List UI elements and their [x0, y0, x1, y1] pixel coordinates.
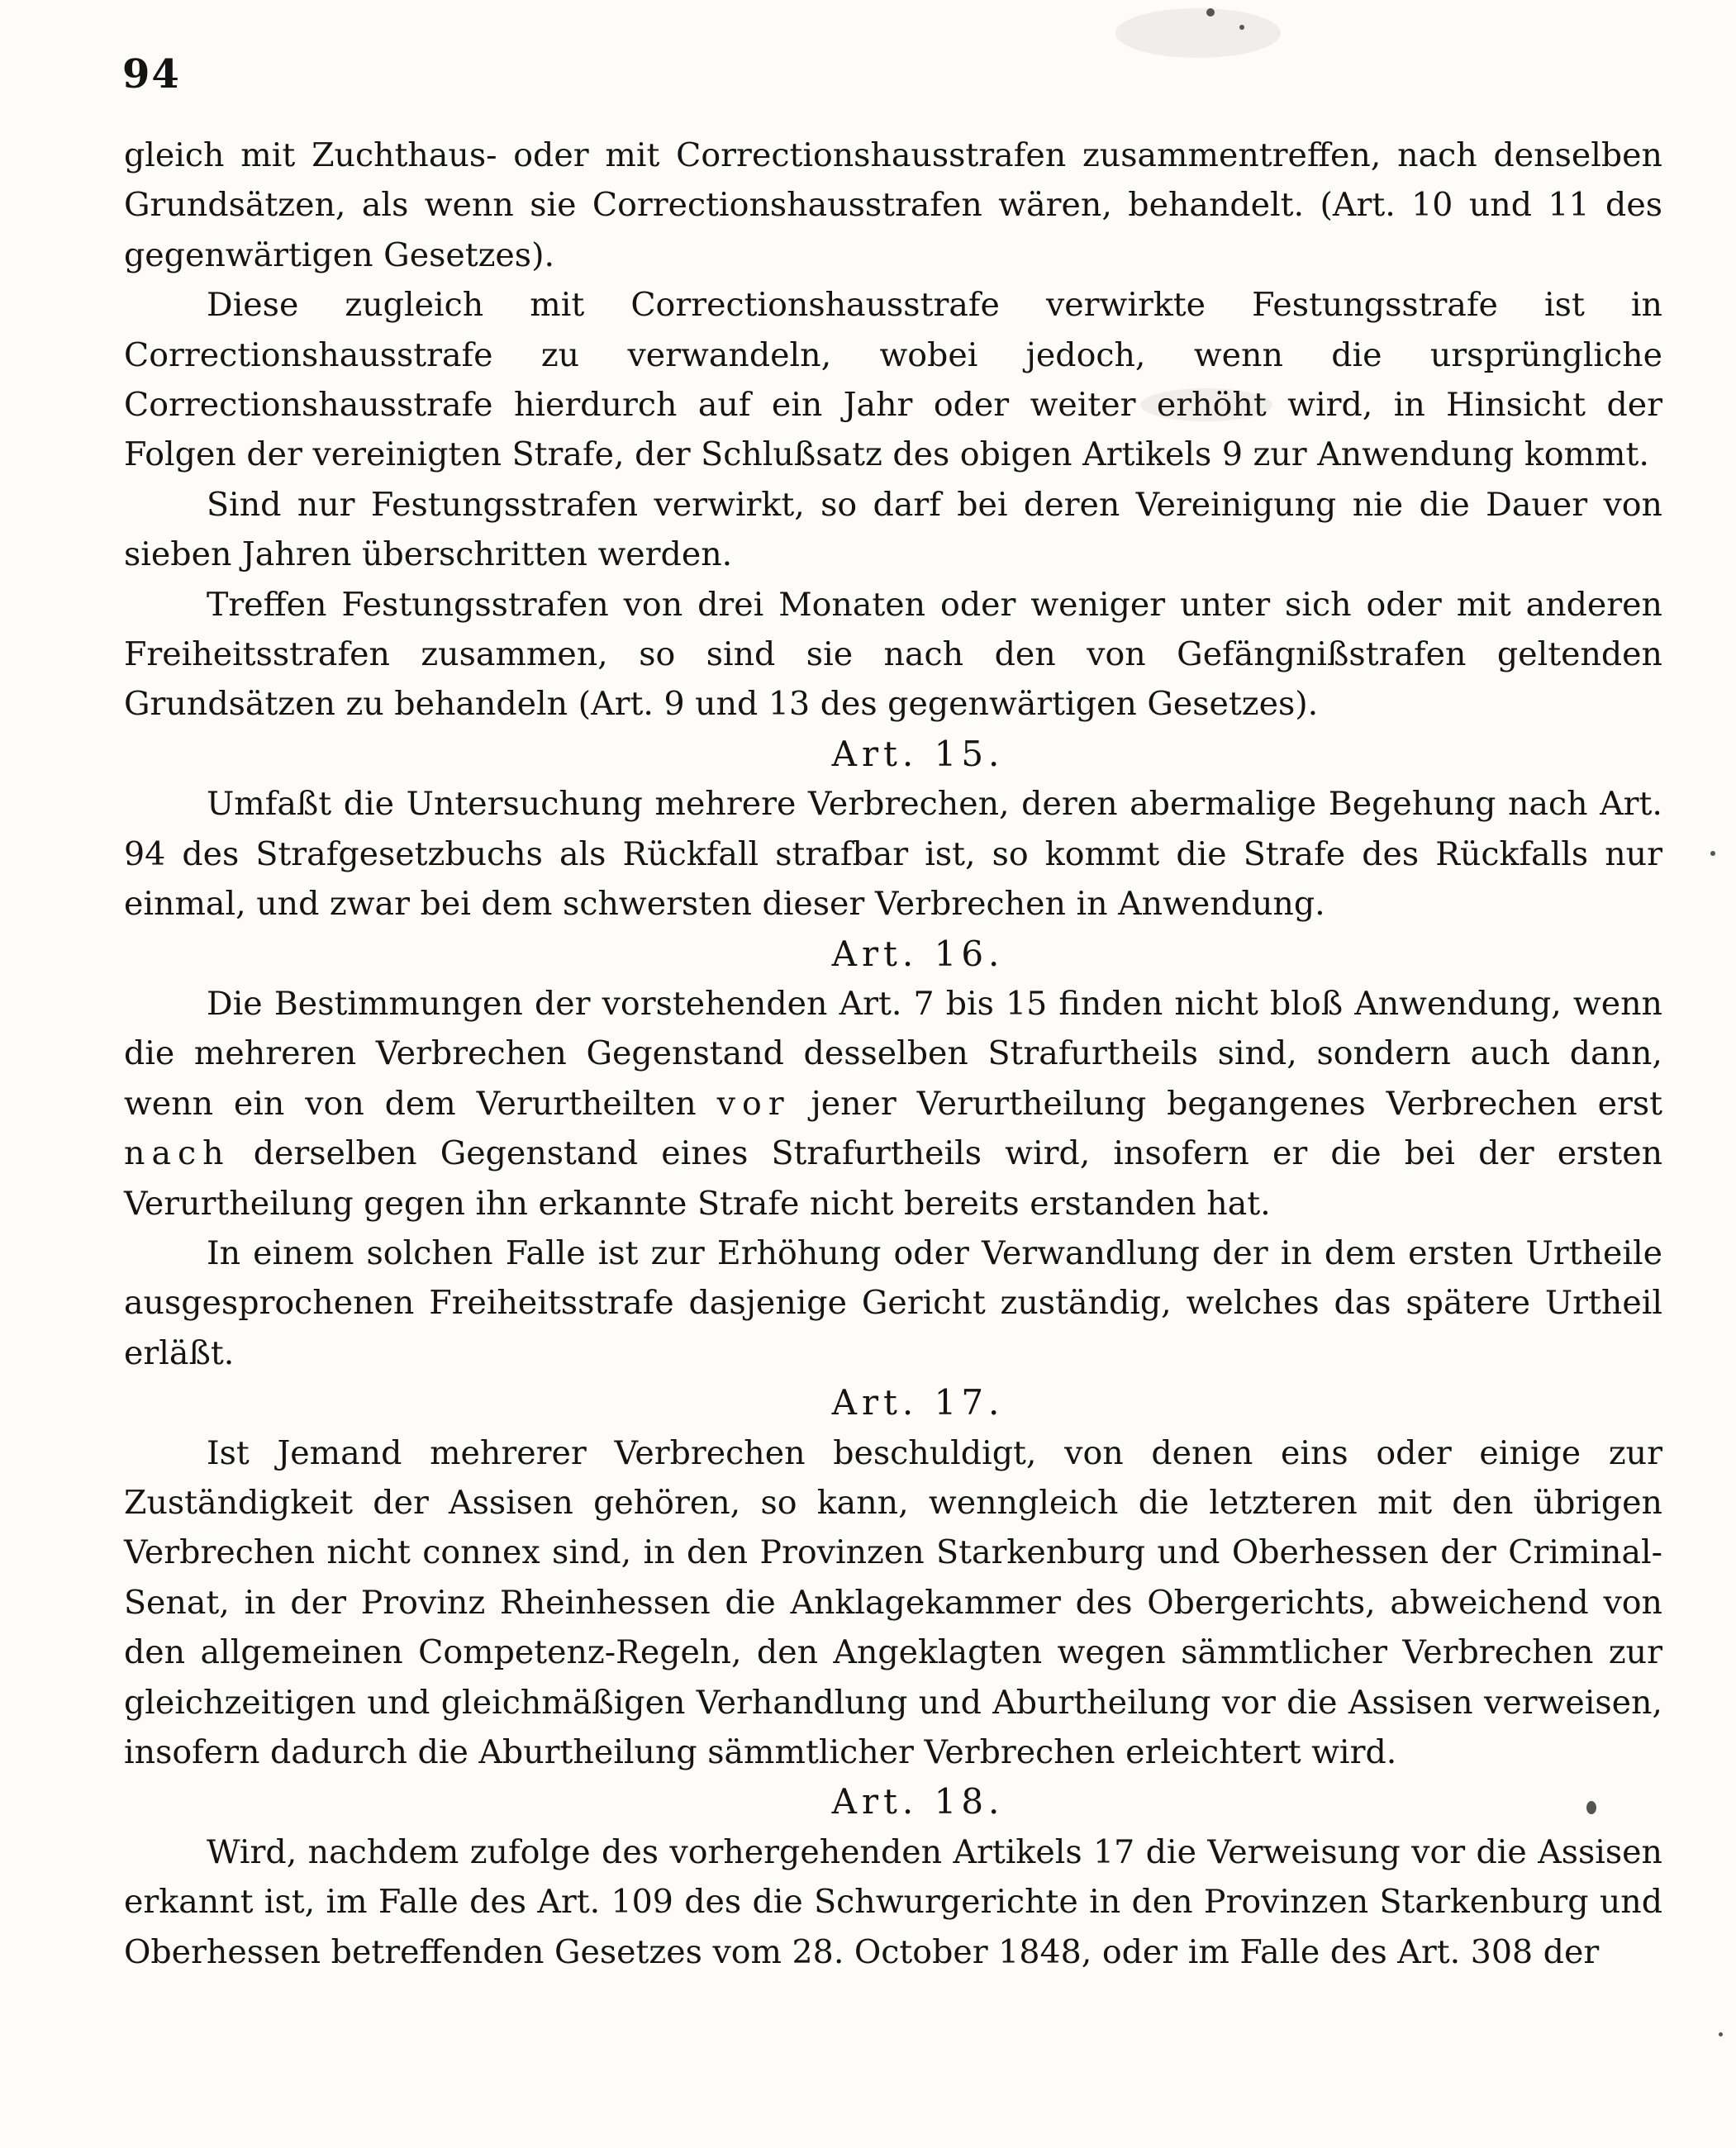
- paragraph: [124, 979, 1662, 1228]
- emphasized-word: vor: [716, 1084, 791, 1123]
- paragraph: Sind nur Festungsstrafen verwirkt, so darf bei deren Vereinigung nie die Dauer von sieben Jahren überschritten werden.: [124, 485, 1662, 574]
- paragraph: Umfaßt die Untersuchung mehrere Verbrechen, deren abermalige Begehung nach Art. 94 des Strafgesetzbuchs als Rückfall strafbar ist, so kommt die Strafe des Rückfalls nur einmal, und zwar bei dem schwersten dieser Verbrechen in Anwendung.: [124, 785, 1662, 924]
- ink-speck: [1719, 2032, 1723, 2036]
- ink-speck: [1239, 25, 1244, 30]
- ink-speck: [1710, 851, 1715, 856]
- paragraph-continued: gleich mit Zuchthaus- oder mit Correctionshausstrafen zusammentreffen, nach denselben Grundsätzen, als wenn sie Correctionshausstrafen wären, behandelt. (Art. 10 und 11 des gegenwärtigen Gesetzes).: [124, 136, 1662, 274]
- paragraph: Wird, nachdem zufolge des vorhergehenden Artikels 17 die Verweisung vor die Assisen erkannt ist, im Falle des Art. 109 des die Schwurgerichte in den Provinzen Starkenburg und Oberhessen betreffenden Gesetzes vom 28. October 1848, oder im Falle des Art. 308 der: [124, 1832, 1662, 1971]
- article-heading-15: Art. 15.: [831, 733, 1005, 774]
- article-heading-18: Art. 18.: [831, 1781, 1005, 1822]
- body-text: [124, 131, 1662, 1977]
- ink-speck: [1206, 8, 1215, 17]
- text-run: derselben Gegenstand eines Strafurtheils wird, insofern er die bei der ersten Verurtheilung gegen ihn erkannte Strafe nicht bereits erstanden hat.: [124, 1134, 1663, 1223]
- paragraph: Ist Jemand mehrerer Verbrechen beschuldigt, von denen eins oder einige zur Zuständigkeit der Assisen gehören, so kann, wenngleich die letzteren mit den übrigen Verbrechen nicht connex sind, in den Provinzen Starkenburg und Oberhessen der Criminal-Senat, in der Provinz Rheinhessen die Anklagekammer des Obergerichts, abweichend von den allgemeinen Competenz-Regeln, den Angeklagten wegen sämmtlicher Verbrechen zur gleichzeitigen und gleichmäßigen Verhandlung und Aburtheilung vor die Assisen verweisen, insofern dadurch die Aburtheilung sämmtlicher Verbrechen erleichtert wird.: [124, 1433, 1662, 1771]
- paragraph: Diese zugleich mit Correctionshausstrafe verwirkte Festungsstrafe ist in Correctionshausstrafe zu verwandeln, wobei jedoch, wenn die ursprüngliche Correctionshausstrafe hierdurch auf ein Jahr oder weiter erhöht wird, in Hinsicht der Folgen der vereinigten Strafe, der Schlußsatz des obigen Artikels 9 zur Anwendung kommt.: [124, 286, 1662, 474]
- article-heading-17: Art. 17.: [831, 1382, 1005, 1423]
- emphasized-word: nach: [124, 1134, 231, 1173]
- paragraph: In einem solchen Falle ist zur Erhöhung oder Verwandlung der in dem ersten Urtheile ausgesprochenen Freiheitsstrafe dasjenige Gericht zuständig, welches das spätere Urtheil erläßt.: [124, 1233, 1662, 1372]
- paragraph: Treffen Festungsstrafen von drei Monaten oder weniger unter sich oder mit anderen Freiheitsstrafen zusammen, so sind sie nach den von Gefängnißstrafen geltenden Grundsätzen zu behandeln (Art. 9 und 13 des gegenwärtigen Gesetzes).: [124, 585, 1662, 724]
- article-heading-16: Art. 16.: [831, 933, 1005, 974]
- text-run: Die Bestimmungen der vorstehenden Art. 7 bis 15 finden nicht bloß Anwendung, wenn die mehreren Verbrechen Gegenstand desselben Strafurtheils sind, sondern auch dann, wenn ein von dem Verurtheilten: [124, 984, 1662, 1123]
- page-number: 94: [122, 51, 181, 97]
- bleed-through-stain: [1115, 8, 1281, 58]
- text-run: jener Verurtheilung begangenes Verbrechen erst: [811, 1084, 1663, 1123]
